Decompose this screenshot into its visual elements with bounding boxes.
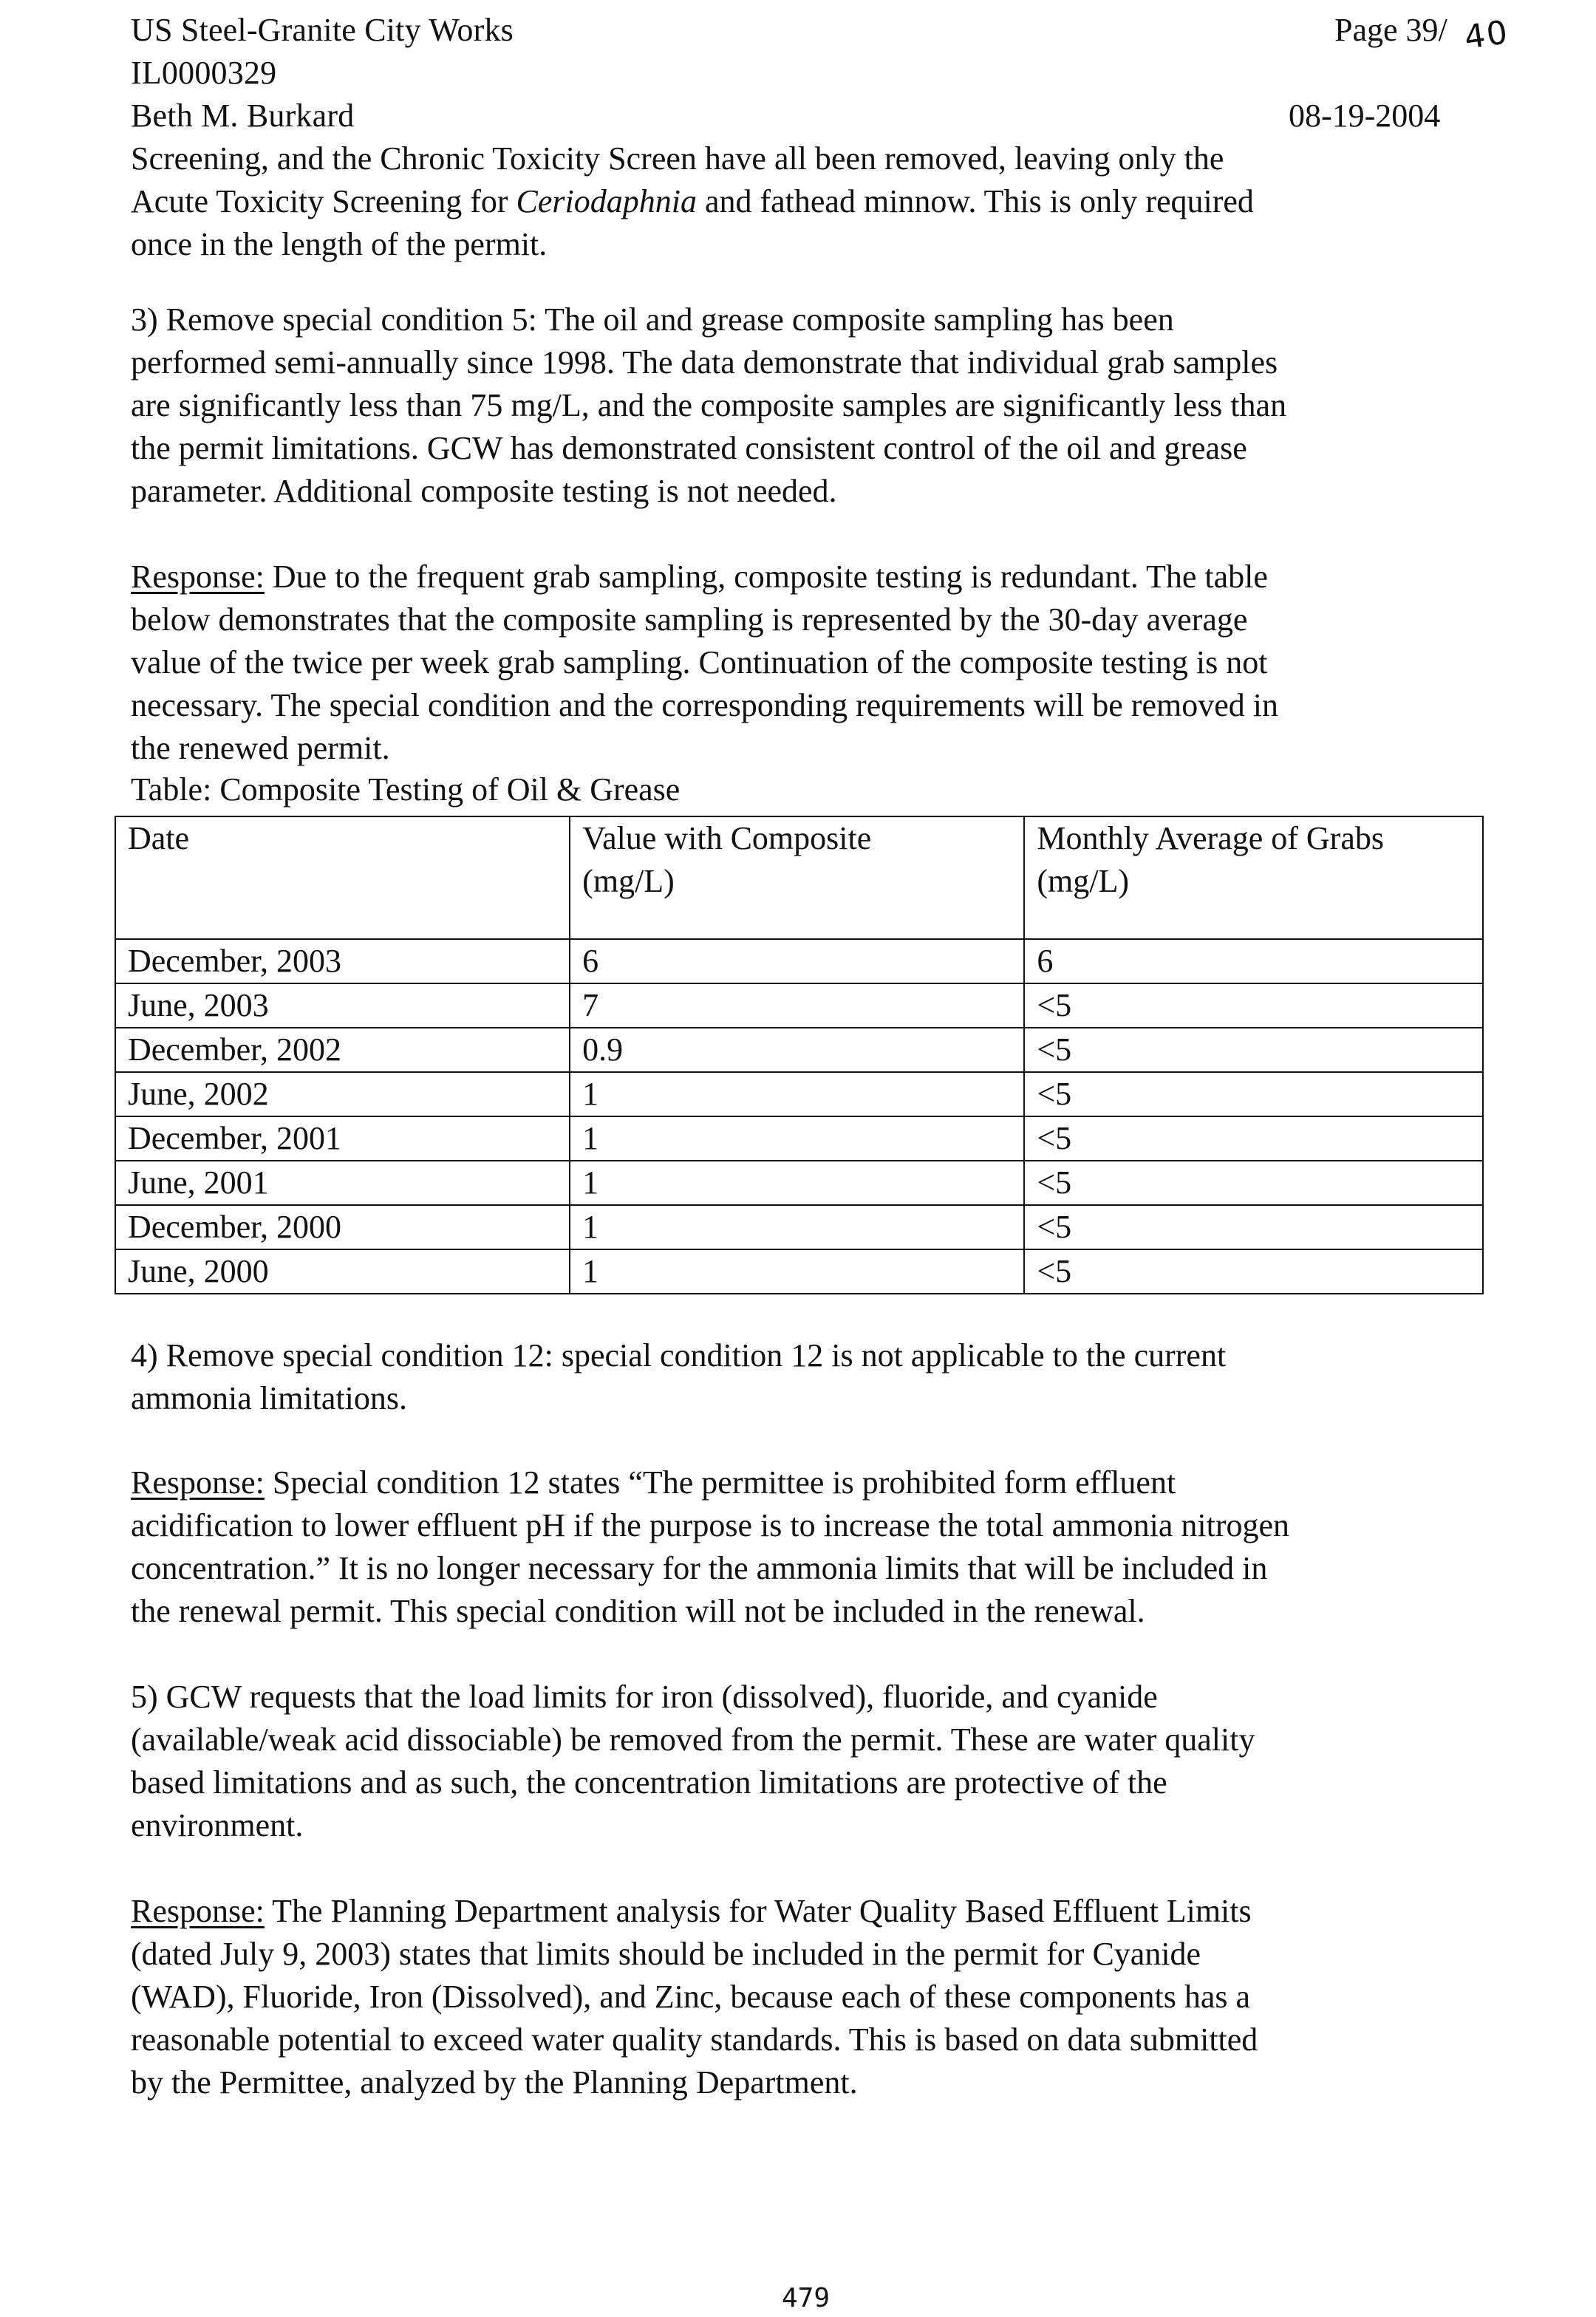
response-3-line: the renewed permit. (131, 730, 390, 766)
item-5-line: environment. (131, 1807, 304, 1843)
cell-monthly-avg: <5 (1024, 1072, 1483, 1116)
cell-date: December, 2001 (115, 1116, 570, 1161)
response-3-text: Due to the frequent grab sampling, composite testing is redundant. The table (264, 559, 1268, 595)
response-5-text: The Planning Department analysis for Water Quality Based Effluent Limits (264, 1893, 1252, 1929)
table-row (115, 1116, 1483, 1161)
cell-date: June, 2002 (115, 1072, 570, 1116)
response-4-line: concentration.” It is no longer necessary for the ammonia limits that will be included in (131, 1550, 1268, 1586)
header-text: Monthly Average of Grabs (1037, 820, 1384, 856)
item-3-line: are significantly less than 75 mg/L, and the composite samples are significantly less than (131, 387, 1287, 423)
cell-composite: 7 (570, 983, 1024, 1028)
table-row (115, 1072, 1483, 1116)
response-4-line: the renewal permit. This special condition will not be included in the renewal. (131, 1593, 1145, 1629)
response-3-line: necessary. The special condition and the corresponding requirements will be removed in (131, 687, 1278, 723)
cell-composite: 1 (570, 1116, 1024, 1161)
response-5-line: (WAD), Fluoride, Iron (Dissolved), and Zinc, because each of these components has a (131, 1979, 1251, 2015)
response-3-line: below demonstrates that the composite sampling is represented by the 30-day average (131, 601, 1248, 638)
response-4-paragraph (131, 1461, 1483, 1633)
cell-date: June, 2003 (115, 983, 570, 1028)
cell-monthly-avg: <5 (1024, 1028, 1483, 1072)
author-name: Beth M. Burkard (131, 98, 355, 134)
cell-monthly-avg: <5 (1024, 1161, 1483, 1205)
response-label: Response: (131, 559, 265, 595)
response-3-line (131, 556, 1483, 598)
cell-date: December, 2003 (115, 939, 570, 983)
header-text: Date (128, 820, 190, 856)
cell-date: June, 2000 (115, 1249, 570, 1294)
intro-line-2-tail: and fathead minnow. This is only required (696, 183, 1254, 219)
intro-paragraph (131, 137, 1483, 266)
intro-line-2-head: Acute Toxicity Screening for (131, 183, 516, 219)
table-caption: Table: Composite Testing of Oil & Grease (131, 771, 681, 808)
item-5-paragraph (131, 1676, 1483, 1847)
cell-monthly-avg: <5 (1024, 1116, 1483, 1161)
table-row (115, 939, 1483, 983)
cell-composite: 0.9 (570, 1028, 1024, 1072)
response-4-line: acidification to lower effluent pH if the purpose is to increase the total ammonia nitrogen (131, 1507, 1290, 1543)
item-3-line: performed semi-annually since 1998. The data demonstrate that individual grab samples (131, 344, 1278, 381)
item-4-line: 4) Remove special condition 12: special condition 12 is not applicable to the current (131, 1337, 1227, 1374)
response-3-paragraph (131, 556, 1483, 770)
intro-line-3: once in the length of the permit. (131, 226, 548, 262)
table-row (115, 1249, 1483, 1294)
cell-composite: 1 (570, 1205, 1024, 1249)
document-date: 08-19-2004 (1289, 98, 1441, 134)
item-5-line: based limitations and as such, the concentration limitations are protective of the (131, 1764, 1167, 1801)
cell-composite: 1 (570, 1161, 1024, 1205)
permit-id: IL0000329 (131, 55, 277, 91)
cell-monthly-avg: <5 (1024, 1249, 1483, 1294)
header-text: Value with Composite (582, 820, 872, 856)
cell-monthly-avg: <5 (1024, 1205, 1483, 1249)
response-5-line: reasonable potential to exceed water quality standards. This is based on data submitted (131, 2021, 1258, 2058)
cell-monthly-avg: <5 (1024, 983, 1483, 1028)
header-monthly-average (1024, 816, 1483, 939)
response-label: Response: (131, 1893, 265, 1929)
item-4-paragraph (131, 1334, 1483, 1420)
response-3-line: value of the twice per week grab sampling. Continuation of the composite testing is not (131, 644, 1268, 680)
response-5-line: by the Permittee, analyzed by the Planning Department. (131, 2064, 858, 2101)
cell-monthly-avg: 6 (1024, 939, 1483, 983)
response-label: Response: (131, 1464, 265, 1501)
header-composite-value (570, 816, 1024, 939)
species-name: Ceriodaphnia (516, 183, 697, 219)
cell-composite: 1 (570, 1072, 1024, 1116)
cell-date: December, 2000 (115, 1205, 570, 1249)
item-4-line: ammonia limitations. (131, 1380, 407, 1416)
header-date (115, 816, 570, 939)
response-4-line (131, 1461, 1483, 1504)
handwritten-page-total: 40 (1462, 13, 1512, 57)
cell-date: June, 2001 (115, 1161, 570, 1205)
item-3-line: parameter. Additional composite testing is not needed. (131, 473, 837, 509)
table-row (115, 983, 1483, 1028)
intro-line-2 (131, 180, 1483, 223)
header-unit: (mg/L) (1037, 863, 1129, 899)
response-5-paragraph (131, 1890, 1483, 2104)
composite-testing-table (115, 816, 1484, 1294)
cell-date: December, 2002 (115, 1028, 570, 1072)
response-5-line: (dated July 9, 2003) states that limits should be included in the permit for Cyanide (131, 1936, 1201, 1972)
page-number: 479 (782, 2283, 831, 2313)
item-5-line: (available/weak acid dissociable) be removed from the permit. These are water quality (131, 1721, 1255, 1758)
cell-composite: 6 (570, 939, 1024, 983)
table-row (115, 1028, 1483, 1072)
cell-composite: 1 (570, 1249, 1024, 1294)
item-3-line: 3) Remove special condition 5: The oil and grease composite sampling has been (131, 301, 1174, 338)
item-3-paragraph (131, 298, 1483, 513)
table-row (115, 1161, 1483, 1205)
company-name: US Steel-Granite City Works (131, 12, 514, 48)
table-header-row (115, 816, 1483, 939)
intro-line-1: Screening, and the Chronic Toxicity Screen have all been removed, leaving only the (131, 140, 1224, 177)
item-5-line: 5) GCW requests that the load limits for iron (dissolved), fluoride, and cyanide (131, 1679, 1158, 1715)
page-label: Page 39/ (1334, 12, 1447, 48)
header-unit: (mg/L) (582, 863, 675, 899)
response-4-text: Special condition 12 states “The permittee is prohibited form effluent (264, 1464, 1176, 1501)
response-5-line (131, 1890, 1483, 1933)
table-row (115, 1205, 1483, 1249)
item-3-line: the permit limitations. GCW has demonstrated consistent control of the oil and grease (131, 430, 1247, 466)
